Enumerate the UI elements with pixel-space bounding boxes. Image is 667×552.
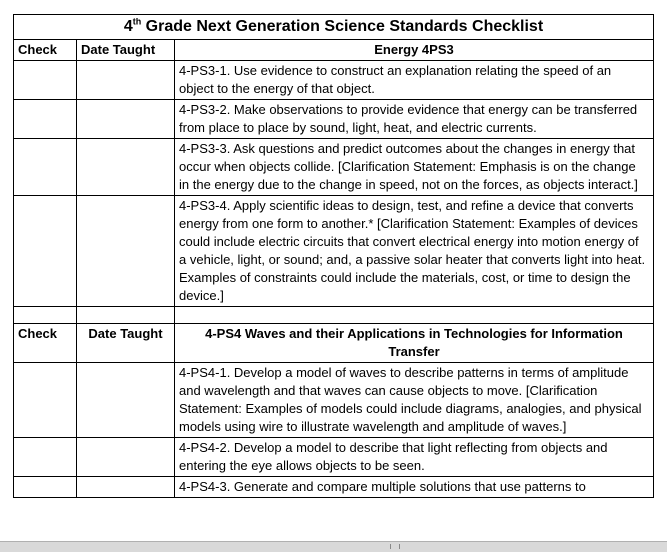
title-row <box>14 15 654 40</box>
spacer-row <box>14 307 654 324</box>
spacer-cell <box>14 307 77 324</box>
section1-header-row <box>14 40 654 61</box>
spacer-cell <box>77 307 175 324</box>
date-cell[interactable] <box>77 477 175 498</box>
check-cell[interactable] <box>14 61 77 100</box>
check-header: Check <box>14 40 77 61</box>
date-cell[interactable] <box>77 139 175 196</box>
check-cell[interactable] <box>14 139 77 196</box>
date-cell[interactable] <box>77 196 175 307</box>
section2-header-row <box>14 324 654 363</box>
date-cell[interactable] <box>77 438 175 477</box>
check-cell[interactable] <box>14 363 77 438</box>
waves-section-header: 4-PS4 Waves and their Applications in Technologies for Information Transfer <box>175 324 654 363</box>
standard-text: 4-PS3-4. Apply scientific ideas to design, test, and refine a device that converts energy from one form to another.* [Clarification Statement: Examples of devices could include electric circuits that convert electrical energy into motion energy of a vehicle, light, or sound; and, a passive solar heater that converts light into heat. Examples of constraints could include the materials, cost, or time to design the device.] <box>175 196 654 307</box>
date-cell[interactable] <box>77 363 175 438</box>
horizontal-scrollbar[interactable] <box>0 541 667 552</box>
table-row <box>14 61 654 100</box>
table-row <box>14 438 654 477</box>
scrollbar-grip-icon[interactable] <box>390 544 400 549</box>
table-row <box>14 196 654 307</box>
spacer-cell <box>175 307 654 324</box>
standard-text: 4-PS4-2. Develop a model to describe that light reflecting from objects and entering the eye allows objects to be seen. <box>175 438 654 477</box>
check-cell[interactable] <box>14 100 77 139</box>
standard-text: 4-PS3-2. Make observations to provide evidence that energy can be transferred from place to place by sound, light, heat, and electric currents. <box>175 100 654 139</box>
energy-section-header: Energy 4PS3 <box>175 40 654 61</box>
date-cell[interactable] <box>77 100 175 139</box>
standard-text: 4-PS3-1. Use evidence to construct an explanation relating the speed of an object to the energy of that object. <box>175 61 654 100</box>
table-row <box>14 477 654 498</box>
title-prefix: 4 <box>123 18 133 35</box>
date-taught-header: Date Taught <box>77 40 175 61</box>
date-cell[interactable] <box>77 61 175 100</box>
standard-text: 4-PS3-3. Ask questions and predict outcomes about the changes in energy that occur when objects collide. [Clarification Statement: Emphasis is on the change in the energy due to the change in speed, not on the forces, as objects interact.] <box>175 139 654 196</box>
title-rest: Grade Next Generation Science Standards Checklist <box>141 18 544 35</box>
table-row <box>14 139 654 196</box>
table-row <box>14 363 654 438</box>
standard-text: 4-PS4-1. Develop a model of waves to describe patterns in terms of amplitude and wavelength and that waves can cause objects to move. [Clarification Statement: Examples of models could include diagrams, analogies, and physical models using wire to illustrate wavelength and amplitude of waves.] <box>175 363 654 438</box>
table-row <box>14 100 654 139</box>
title-superscript: th <box>132 16 142 27</box>
standard-text: 4-PS4-3. Generate and compare multiple solutions that use patterns to <box>175 477 654 498</box>
checklist-title <box>14 15 654 40</box>
check-header: Check <box>14 324 77 363</box>
date-taught-header: Date Taught <box>77 324 175 363</box>
check-cell[interactable] <box>14 196 77 307</box>
check-cell[interactable] <box>14 438 77 477</box>
checklist-table <box>13 14 654 498</box>
check-cell[interactable] <box>14 477 77 498</box>
